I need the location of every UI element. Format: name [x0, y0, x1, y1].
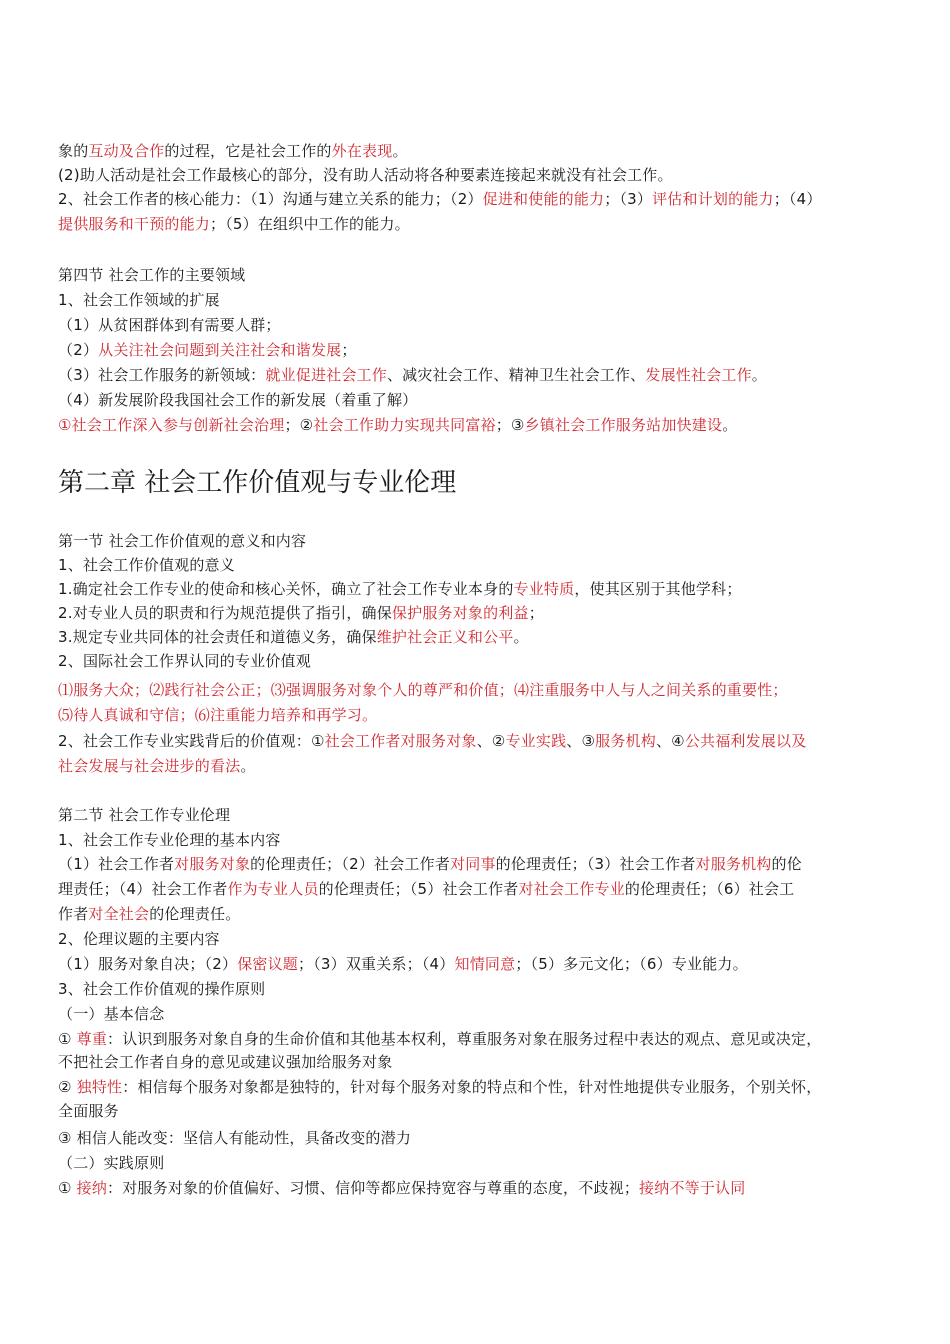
highlight-text: 促进和使能的能力: [482, 190, 605, 208]
body-text: 3、社会工作价值观的操作原则: [58, 980, 266, 998]
body-text: ；: [341, 341, 357, 359]
body-text: （一）基本信念: [58, 1005, 165, 1023]
highlight-text: ⑴服务大众；⑵践行社会公正；⑶强调服务对象个人的尊严和价值；⑷注重服务中人与人之间关系的重要性；: [58, 681, 788, 699]
text-line: [58, 1100, 898, 1122]
body-text: 1、社会工作专业伦理的基本内容: [58, 831, 281, 849]
body-text: ；（3）: [604, 190, 653, 208]
body-text: 3.规定专业共同体的社会责任和道德义务，确保: [58, 628, 377, 646]
highlight-text: 从关注社会问题到关注社会和谐发展: [98, 341, 342, 359]
body-text: (2)助人活动是社会工作最核心的部分，没有助人活动将各种要素连接起来就没有社会工作。: [58, 166, 673, 184]
section-heading: [58, 530, 898, 552]
text-line: [58, 755, 898, 777]
text-line: [58, 1127, 898, 1149]
text-line: [58, 903, 898, 925]
body-text: 的伦理责任；（3）社会工作者: [495, 855, 696, 873]
text-line: [58, 626, 898, 648]
body-text: 。: [392, 142, 408, 160]
body-text: ：认识到服务对象自身的生命价值和其他基本权利，尊重服务对象在服务过程中表达的观点、意见或决定，: [107, 1030, 822, 1048]
body-text: 。: [240, 757, 256, 775]
body-text: （2）: [58, 341, 99, 359]
body-text: 。: [722, 416, 738, 434]
section-heading: [58, 804, 898, 826]
highlight-text: 维护社会正义和公平: [376, 628, 514, 646]
body-text: ；（5）在组织中工作的能力。: [210, 215, 410, 233]
text-line: [58, 730, 898, 752]
body-text: （3）社会工作服务的新领域：: [58, 366, 266, 384]
body-text: 1、社会工作领域的扩展: [58, 291, 220, 309]
body-text: 第二章 社会工作价值观与专业伦理: [58, 468, 457, 498]
highlight-text: 就业促进社会工作: [265, 366, 387, 384]
highlight-text: 外在表现: [331, 142, 393, 160]
highlight-text: 接纳不等于认同: [639, 1179, 746, 1197]
body-text: 2、国际社会工作界认同的专业价值观: [58, 652, 311, 670]
highlight-text: 公共福利发展以及: [684, 732, 807, 750]
text-line: [58, 339, 898, 361]
body-text: ：对服务对象的价值偏好、习惯、信仰等都应保持宽容与尊重的态度，不歧视；: [107, 1179, 640, 1197]
highlight-text: 专业特质: [513, 580, 575, 598]
body-text: ：相信每个服务对象都是独特的，针对每个服务对象的特点和个性，针对性地提供专业服务，个别关怀，: [122, 1078, 822, 1096]
highlight-text: 知情同意: [454, 955, 516, 973]
body-text: （二）实践原则: [58, 1154, 165, 1172]
highlight-text: 对服务机构: [695, 855, 772, 873]
highlight-text: 评估和计划的能力: [652, 190, 774, 208]
body-text: 的伦理责任；（6）社会工: [624, 880, 795, 898]
body-text: ；: [528, 604, 544, 622]
highlight-text: 独特性: [76, 1078, 123, 1096]
body-text: （1）从贫困群体到有需要人群；: [58, 316, 281, 334]
body-text: 作者: [58, 905, 89, 923]
highlight-text: 对服务对象: [174, 855, 251, 873]
text-line: [58, 289, 898, 311]
body-text: ②: [58, 1078, 77, 1096]
section-heading: [58, 264, 898, 286]
highlight-text: 互动及合作: [88, 142, 165, 160]
text-line: [58, 314, 898, 336]
body-text: 理责任；（4）社会工作者: [58, 880, 228, 898]
body-text: ①: [58, 1030, 77, 1048]
text-line: [58, 679, 898, 701]
body-text: 的过程，它是社会工作的: [164, 142, 332, 160]
text-line: [58, 978, 898, 1000]
body-text: ，使其区别于其他学科；: [574, 580, 742, 598]
body-text: ；②: [284, 416, 314, 434]
text-line: [58, 213, 898, 235]
body-text: 1.确定社会工作专业的使命和核心关怀，确立了社会工作专业本身的: [58, 580, 514, 598]
highlight-text: ⑸待人真诚和守信；⑹注重能力培养和再学习。: [58, 706, 378, 724]
highlight-text: 对同事: [450, 855, 496, 873]
body-text: ③ 相信人能改变：坚信人有能动性，具备改变的潜力: [58, 1129, 412, 1147]
body-text: ；（4）: [773, 190, 822, 208]
highlight-text: ①社会工作深入参与创新社会治理: [58, 416, 285, 434]
highlight-text: 社会工作助力实现共同富裕: [313, 416, 496, 434]
body-text: 象的: [58, 142, 89, 160]
body-text: 、②: [476, 732, 506, 750]
highlight-text: 社会工作者对服务对象: [324, 732, 477, 750]
text-line: [58, 364, 898, 386]
highlight-text: 保密议题: [237, 955, 299, 973]
highlight-text: 保护服务对象的利益: [391, 604, 529, 622]
highlight-text: 对全社会: [88, 905, 150, 923]
highlight-text: 乡镇社会工作服务站加快建设: [524, 416, 723, 434]
body-text: （1）社会工作者: [58, 855, 175, 873]
highlight-text: 作为专业人员: [227, 880, 319, 898]
text-line: [58, 188, 898, 210]
highlight-text: 尊重: [76, 1030, 108, 1048]
highlight-text: 发展性社会工作: [645, 366, 752, 384]
body-text: 、减灾社会工作、精神卫生社会工作、: [386, 366, 646, 384]
highlight-text: 对社会工作专业: [518, 880, 625, 898]
body-text: 不把社会工作者自身的意见或建议强加给服务对象: [58, 1053, 393, 1071]
body-text: 第四节 社会工作的主要领域: [58, 266, 246, 284]
text-line: [58, 414, 898, 436]
body-text: 第一节 社会工作价值观的意义和内容: [58, 532, 307, 550]
body-text: 、④: [655, 732, 685, 750]
body-text: 2、社会工作专业实践背后的价值观：①: [58, 732, 325, 750]
body-text: 、③: [566, 732, 596, 750]
text-line: [58, 1051, 898, 1073]
body-text: 的伦理责任；（2）社会工作者: [250, 855, 451, 873]
body-text: ；③: [495, 416, 525, 434]
body-text: 第二节 社会工作专业伦理: [58, 806, 231, 824]
body-text: 1、社会工作价值观的意义: [58, 556, 235, 574]
text-line: [58, 1003, 898, 1025]
text-line: [58, 650, 898, 672]
text-line: [58, 928, 898, 950]
highlight-text: 社会发展与社会进步的看法: [58, 757, 241, 775]
body-text: 2.对专业人员的职责和行为规范提供了指引，确保: [58, 604, 392, 622]
text-line: [58, 578, 898, 600]
body-text: 全面服务: [58, 1102, 119, 1120]
body-text: 。: [751, 366, 767, 384]
highlight-text: 提供服务和干预的能力: [58, 215, 211, 233]
text-line: [58, 164, 898, 186]
body-text: ①: [58, 1179, 77, 1197]
text-line: [58, 829, 898, 851]
body-text: ；（5）多元文化；（6）专业能力。: [515, 955, 748, 973]
highlight-text: 专业实践: [505, 732, 567, 750]
text-line: [58, 1152, 898, 1174]
body-text: （4）新发展阶段我国社会工作的新发展（着重了解）: [58, 391, 418, 409]
text-line: [58, 140, 898, 162]
highlight-text: 接纳: [76, 1179, 108, 1197]
body-text: 。: [513, 628, 529, 646]
text-line: [58, 389, 898, 411]
body-text: 2、社会工作者的核心能力：（1）沟通与建立关系的能力；（2）: [58, 190, 483, 208]
body-text: 的伦: [771, 855, 802, 873]
body-text: 的伦理责任；（5）社会工作者: [318, 880, 519, 898]
chapter-title: [58, 465, 456, 501]
text-line: [58, 704, 898, 726]
text-line: [58, 953, 898, 975]
highlight-text: 服务机构: [595, 732, 656, 750]
text-line: [58, 878, 898, 900]
text-line: [58, 1177, 898, 1199]
text-line: [58, 602, 898, 624]
text-line: [58, 853, 898, 875]
body-text: ；（3）双重关系；（4）: [298, 955, 455, 973]
text-line: [58, 554, 898, 576]
body-text: 的伦理责任。: [149, 905, 241, 923]
body-text: （1）服务对象自决；（2）: [58, 955, 238, 973]
text-line: [58, 1028, 898, 1050]
text-line: [58, 1076, 898, 1098]
body-text: 2、伦理议题的主要内容: [58, 930, 220, 948]
